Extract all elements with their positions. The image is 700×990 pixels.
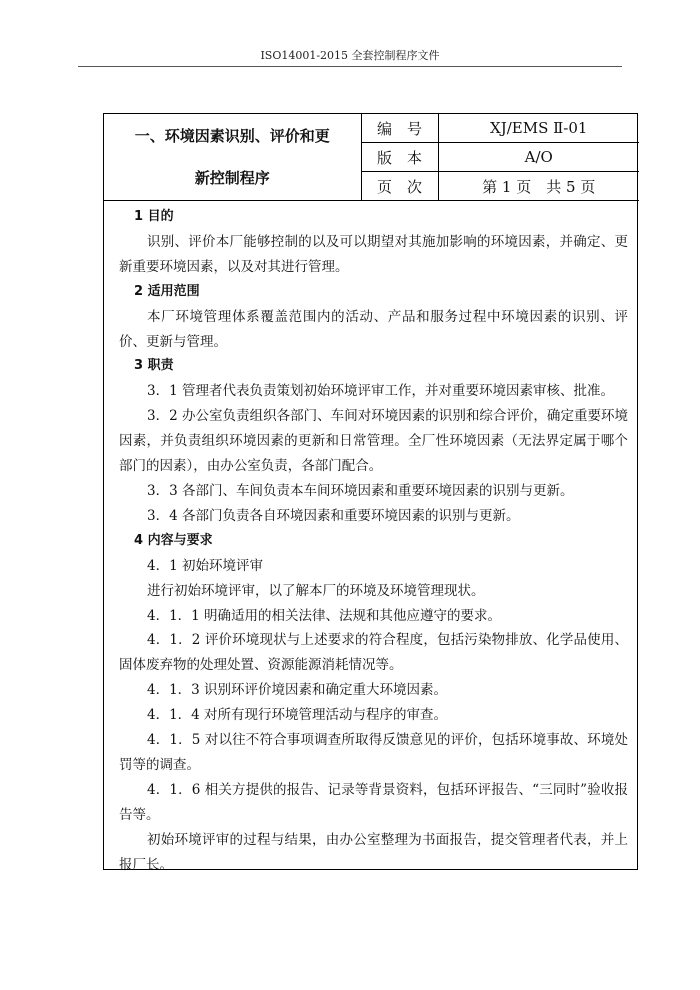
paragraph: 3．2 办公室负责组织各部门、车间对环境因素的识别和综合评价，确定重要环境因素，并负责组织环境因素的更新和日常管理。全厂性环境因素（无法界定属于哪个部门的因素），由办公室负责，各部门配合。 <box>119 408 628 475</box>
paragraph: 3．1 管理者代表负责策划初始环境评审工作，并对重要环境因素审核、批准。 <box>147 383 614 400</box>
paragraph: 识别、评价本厂能够控制的以及可以期望对其施加影响的环境因素，并确定、更新重要环境因素，以及对其进行管理。 <box>119 233 628 275</box>
document-frame <box>103 113 638 873</box>
procedure-title-line2: 新控制程序 <box>194 169 270 187</box>
procedure-title <box>104 114 361 201</box>
info-label: 版 本 <box>361 143 438 172</box>
paragraph: 4．1．1 明确适用的相关法律、法规和其他应遵守的要求。 <box>147 607 502 624</box>
info-row-number <box>104 114 639 143</box>
section-heading: 1 目的 <box>134 209 174 224</box>
header-rule <box>78 66 622 67</box>
procedure-title-line1: 一、环境因素识别、评价和更 <box>134 127 330 145</box>
paragraph: 4．1．6 相关方提供的报告、记录等背景资料，包括环评报告、“三同时”验收报告等。 <box>119 781 628 823</box>
info-value: XJ/EMS Ⅱ-01 <box>438 114 639 143</box>
document-info-table <box>104 114 639 201</box>
info-label: 页 次 <box>361 172 438 201</box>
section-heading: 2 适用范围 <box>134 283 200 299</box>
section-heading: 4 内容与要求 <box>134 532 213 548</box>
info-value: A/O <box>438 143 639 172</box>
paragraph: 4．1．3 识别环评价境因素和确定重大环境因素。 <box>147 682 448 699</box>
paragraph: 3．3 各部门、车间负责本车间环境因素和重要环境因素的识别与更新。 <box>147 482 574 499</box>
paragraph: 4．1 初始环境评审 <box>147 557 263 574</box>
info-label: 编 号 <box>361 114 438 143</box>
running-header: ISO14001-2015 全套控制程序文件 <box>260 49 440 62</box>
paragraph: 本厂环境管理体系覆盖范围内的活动、产品和服务过程中环境因素的识别、评价、更新与管理。 <box>119 308 628 350</box>
paragraph: 4．1．5 对以往不符合事项调查所取得反馈意见的评价，包括环境事故、环境处罚等的调查。 <box>119 732 628 773</box>
paragraph: 初始环境评审的过程与结果，由办公室整理为书面报告，提交管理者代表，并上报厂长。 <box>119 831 628 873</box>
paragraph: 4．1．4 对所有现行环境管理活动与程序的审查。 <box>147 707 448 724</box>
paragraph: 3．4 各部门负责各自环境因素和重要环境因素的识别与更新。 <box>147 507 520 524</box>
info-value: 第 1 页 共 5 页 <box>438 172 639 201</box>
document-body <box>104 201 637 877</box>
section-heading: 3 职责 <box>134 358 174 374</box>
paragraph: 4．1．2 评价环境现状与上述要求的符合程度，包括污染物排放、化学品使用、固体废弃物的处理处置、资源能源消耗情况等。 <box>119 632 628 674</box>
paragraph: 进行初始环境评审，以了解本厂的环境及环境管理现状。 <box>147 582 485 599</box>
